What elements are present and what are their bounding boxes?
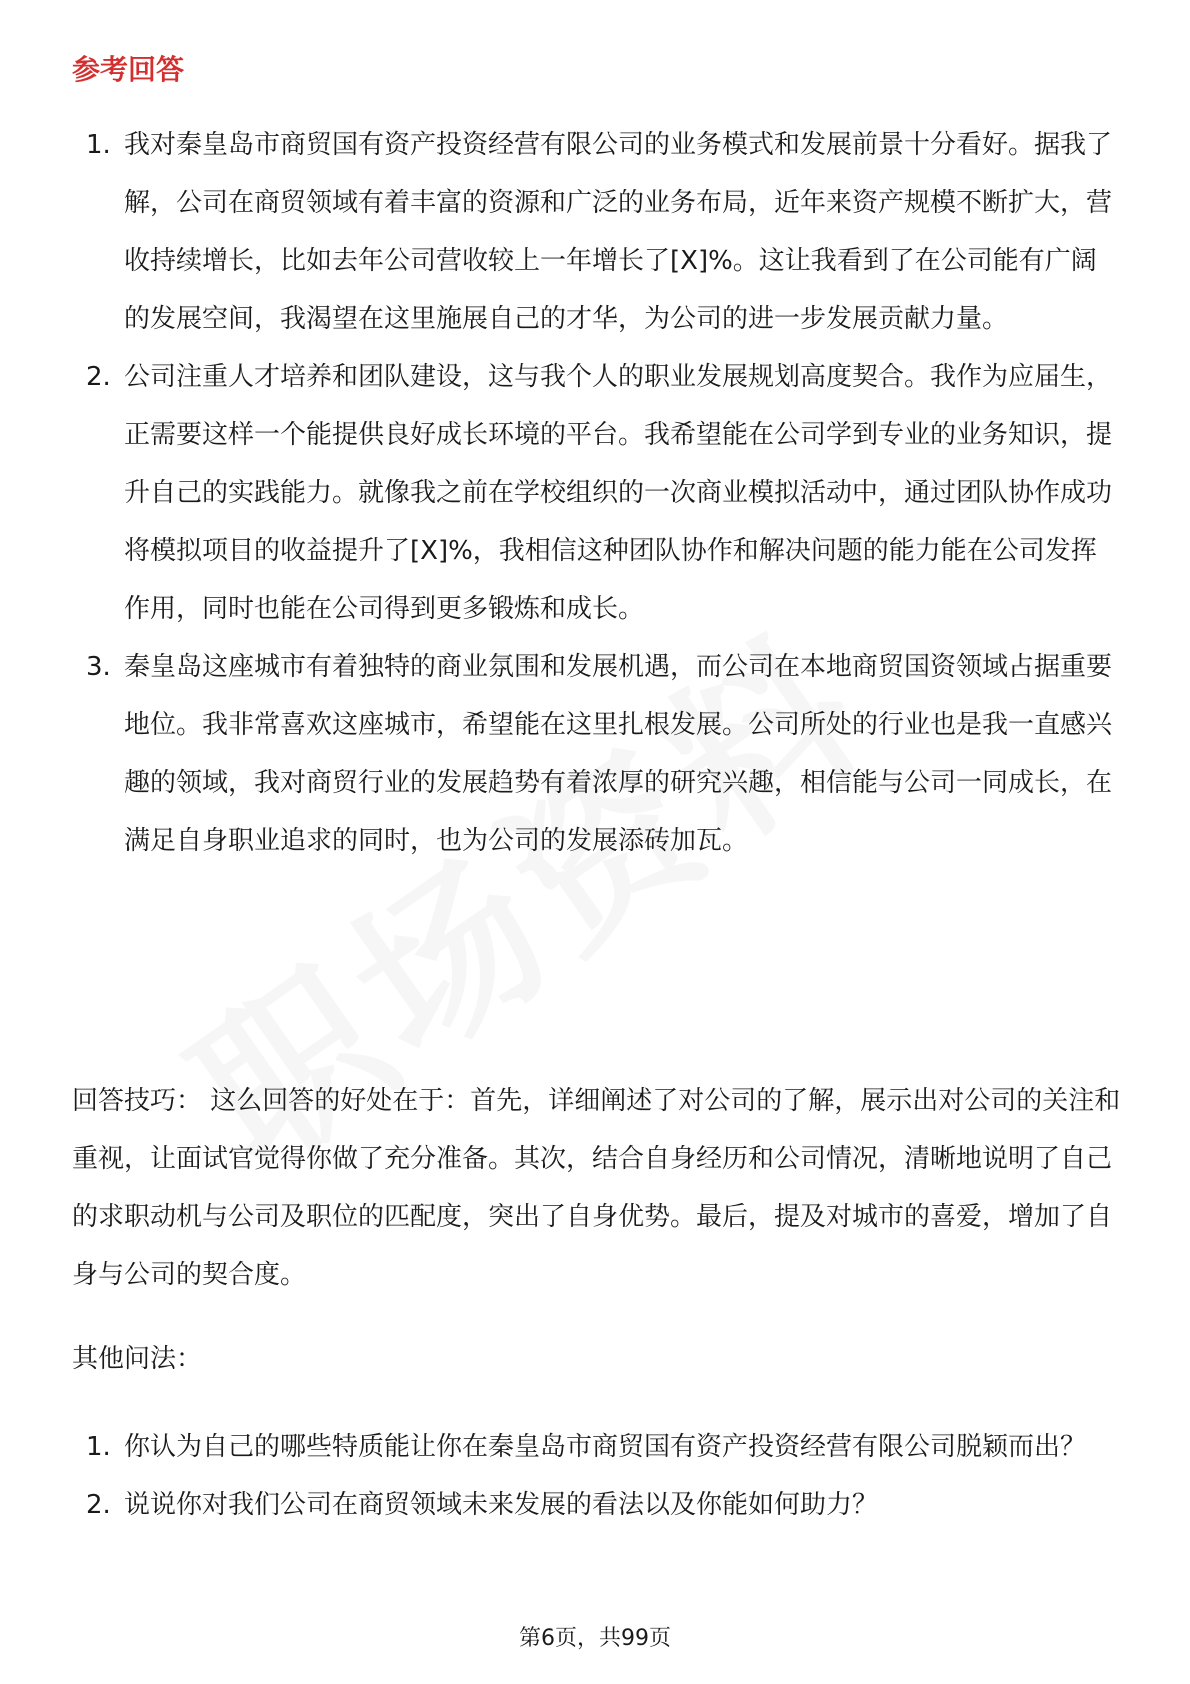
answer-tips: 回答技巧： 这么回答的好处在于：首先，详细阐述了对公司的了解，展示出对公司的关注和重视，让面试官觉得你做了充分准备。其次，结合自身经历和公司情况，清晰地说明了自己的求职动机与公司及职位的匹配度，突出了自身优势。最后，提及对城市的喜爱，增加了自身与公司的契合度。 xyxy=(72,1086,1121,1290)
list-item xyxy=(72,116,1122,348)
list-item-text: 我对秦皇岛市商贸国有资产投资经营有限公司的业务模式和发展前景十分看好。据我了解，公司在商贸领域有着丰富的资源和广泛的业务布局，近年来资产规模不断扩大，营收持续增长，比如去年公司营收较上一年增长了[X]%。这让我看到了在公司能有广阔的发展空间，我渴望在这里施展自己的才华，为公司的进一步发展贡献力量。 xyxy=(124,130,1113,334)
list-number: 1. xyxy=(86,1432,111,1462)
list-item xyxy=(72,1418,1122,1476)
answer-list xyxy=(72,116,1122,870)
list-item xyxy=(72,638,1122,870)
page-footer: 第6页，共99页 xyxy=(519,1626,671,1651)
section-title: 参考回答 xyxy=(72,53,185,86)
other-questions-list xyxy=(72,1418,1122,1534)
other-questions-title: 其他问法： xyxy=(72,1344,203,1374)
list-item-text: 秦皇岛这座城市有着独特的商业氛围和发展机遇，而公司在本地商贸国资领域占据重要地位。我非常喜欢这座城市，希望能在这里扎根发展。公司所处的行业也是我一直感兴趣的领域，我对商贸行业的发展趋势有着浓厚的研究兴趣，相信能与公司一同成长，在满足自身职业追求的同时，也为公司的发展添砖加瓦。 xyxy=(124,652,1113,856)
list-number: 2. xyxy=(86,362,111,392)
list-item-text: 你认为自己的哪些特质能让你在秦皇岛市商贸国有资产投资经营有限公司脱颖而出？ xyxy=(124,1432,1087,1462)
list-number: 1. xyxy=(86,130,111,160)
list-item-text: 说说你对我们公司在商贸领域未来发展的看法以及你能如何助力？ xyxy=(124,1490,879,1520)
list-number: 2. xyxy=(86,1490,111,1520)
list-number: 3. xyxy=(86,652,111,682)
list-item-text: 公司注重人才培养和团队建设，这与我个人的职业发展规划高度契合。我作为应届生，正需要这样一个能提供良好成长环境的平台。我希望能在公司学到专业的业务知识，提升自己的实践能力。就像我之前在学校组织的一次商业模拟活动中，通过团队协作成功将模拟项目的收益提升了[X]%，我相信这种团队协作和解决问题的能力能在公司发挥作用，同时也能在公司得到更多锻炼和成长。 xyxy=(124,362,1113,624)
list-item xyxy=(72,348,1122,638)
list-item xyxy=(72,1476,1122,1534)
